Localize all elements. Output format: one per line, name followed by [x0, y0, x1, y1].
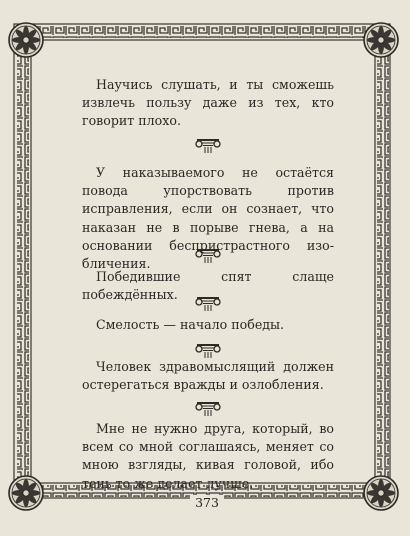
quote-5: Человек здравомыслящий должен остерегаться вражды и озлобления.: [82, 359, 334, 393]
ionic-capital-icon: [193, 343, 223, 359]
quote-6: Мне не нужно друга, который, во всем со мной соглашаясь, меняет со мною взгляды, кивая головой, ибо тень то же делает лучше.: [82, 421, 334, 491]
quote-3: Победившие спят слаще побеждённых.: [82, 269, 334, 303]
rosette-icon: [9, 476, 43, 510]
quote-1: Научись слушать, и ты сможешь извлечь пользу даже из тех, кто говорит плохо.: [82, 77, 334, 129]
ionic-capital-icon: [193, 296, 223, 312]
rosette-icon: [364, 476, 398, 510]
rosette-icon: [9, 23, 43, 57]
page-number: 373: [190, 495, 224, 510]
ionic-capital-icon: [193, 401, 223, 417]
quote-2: У наказываемого не остаётся повода упорствовать против исправления, если он сознает, что наказан не в порыве гнева, а на основании беспристрастного изобличения.: [82, 165, 334, 272]
rosette-icon: [364, 23, 398, 57]
ionic-capital-icon: [193, 248, 223, 264]
quote-4: Смелость — начало победы.: [96, 317, 285, 332]
ionic-capital-icon: [193, 138, 223, 154]
